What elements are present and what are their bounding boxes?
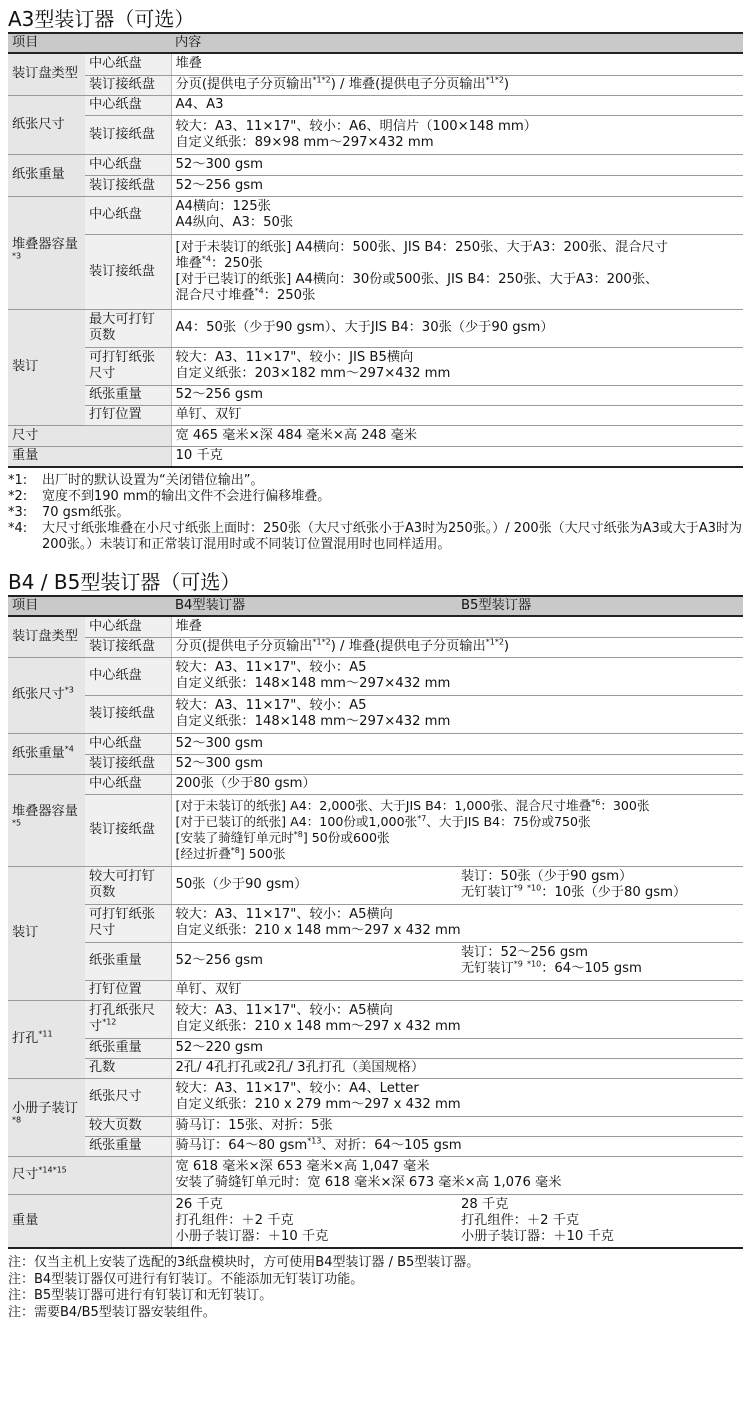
cell-line: 小册子装订器：＋10 千克: [461, 1228, 614, 1244]
cell-line: 26 千克: [175, 1196, 223, 1212]
sub-label: 较大页数: [85, 1116, 171, 1136]
table-row: [8, 754, 743, 774]
table-row: [8, 405, 743, 425]
table-row: [8, 866, 743, 904]
sub-label: 中心纸盘: [85, 196, 171, 234]
row-label: 纸张尺寸$^{*3}$: [8, 657, 85, 733]
sub-label: 较大可打钉页数: [85, 866, 171, 904]
a3-section-title: A3型装订器（可选）: [8, 7, 195, 31]
cell-line: 小册子装订器：＋10 千克: [175, 1228, 329, 1244]
sub-label: 中心纸盘: [85, 616, 171, 637]
cell-value: 分页(提供电子分页输出$^{*1*2}$) / 堆叠(提供电子分页输出$^{*1*2}$): [171, 637, 743, 657]
table-header-row: [8, 596, 743, 616]
sub-label: 中心纸盘: [85, 154, 171, 175]
cell-value: 堆叠: [171, 53, 743, 75]
cell-value: 骑马订：15张、对折：5张: [171, 1116, 743, 1136]
cell-value: 10 千克: [171, 446, 743, 467]
cell-value: 2孔/ 4孔打孔或2孔/ 3孔打孔（美国规格）: [171, 1058, 743, 1078]
cell-line: 宽 618 毫米×深 653 毫米×高 1,047 毫米: [175, 1159, 430, 1174]
cell-value: 骑马订：64～80 gsm$^{*13}$、对折：64～105 gsm: [171, 1136, 743, 1156]
cell-line: [对于已装订的纸张] A4横向：30份或500张、JIS B4：250张、大于A3：200张、: [175, 271, 659, 287]
row-label: 装订盘类型: [8, 53, 85, 95]
table-row: [8, 446, 743, 467]
cell-value: 分页(提供电子分页输出$^{*1*2}$) / 堆叠(提供电子分页输出$^{*1*2}$): [171, 75, 743, 95]
cell-value: 52～256 gsm: [171, 942, 457, 980]
sub-label: 中心纸盘: [85, 53, 171, 75]
sub-label: 装订接纸盘: [85, 794, 171, 866]
a3-spec-table: [8, 32, 743, 468]
note-line: 注：B5型装订器可进行有钉装订和无钉装订。: [8, 1288, 273, 1303]
cell-value: 宽 465 毫米×深 484 毫米×高 248 毫米: [171, 425, 743, 446]
cell-line: 无钉装订$^{*9}$ $^{*10}$：10张（少于80 gsm）: [461, 883, 687, 900]
cell-value: 52～256 gsm: [171, 175, 743, 196]
sub-label: 最大可打钉页数: [85, 309, 171, 347]
cell-line: 打孔组件：＋2 千克: [461, 1212, 580, 1228]
cell-line: 较大：A3、11×17"、较小：A5横向: [175, 907, 393, 922]
header-item: 项目: [8, 33, 171, 53]
table-row: [8, 196, 743, 234]
sub-label: 打钉位置: [85, 980, 171, 1000]
cell-value: 单钉、双钉: [171, 980, 743, 1000]
cell-line: 自定义纸张：89×98 mm～297×432 mm: [175, 134, 434, 150]
sub-label: 纸张重量: [85, 385, 171, 405]
cell-line: 自定义纸张：148×148 mm～297×432 mm: [175, 714, 451, 729]
cell-line: 装订：50张（少于90 gsm）: [461, 869, 633, 884]
cell-line: 较大：A3、11×17"、较小：A5: [175, 698, 367, 713]
cell-line: 堆叠$^{*4}$：250张: [175, 254, 263, 271]
table-row: [8, 115, 743, 154]
sub-label: 中心纸盘: [85, 657, 171, 695]
note-line: 注：需要B4/B5型装订器安装组件。: [8, 1304, 216, 1320]
table-row: [8, 95, 743, 115]
row-label: 堆叠器容量$^{*5}$: [8, 774, 85, 866]
table-row: [8, 175, 743, 196]
table-row: [8, 1058, 743, 1078]
table-row: [8, 385, 743, 405]
cell-line: 较大：A3、11×17"、较小：JIS B5横向: [175, 350, 414, 365]
table-row: [8, 1136, 743, 1156]
cell-line: [经过折叠$^{*8}$] 500张: [175, 845, 286, 861]
cell-line: 自定义纸张：148×148 mm～297×432 mm: [175, 676, 451, 691]
cell-line: [对于已装订的纸张] A4：100份或1,000张$^{*7}$、大于JIS B4：75份或750张: [175, 813, 591, 829]
table-row: [8, 347, 743, 385]
table-row: [8, 1194, 743, 1248]
cell-line: 安装了骑缝钉单元时：宽 618 毫米×深 673 毫米×高 1,076 毫米: [175, 1175, 562, 1190]
cell-line: 较大：A3、11×17"、较小：A5: [175, 660, 367, 675]
table-row: [8, 794, 743, 866]
table-row: [8, 1000, 743, 1038]
cell-line: [对于未装订的纸张] A4横向：500张、JIS B4：250张、大于A3：200张、混合尺寸: [175, 239, 668, 255]
cell-line: 28 千克: [461, 1196, 509, 1212]
table-row: [8, 733, 743, 754]
cell-line: 自定义纸张：210 x 148 mm～297 x 432 mm: [175, 923, 461, 938]
table-row: [8, 425, 743, 446]
table-header-row: [8, 33, 743, 53]
sub-label: 装订接纸盘: [85, 637, 171, 657]
b4b5-section-title: B4 / B5型装订器（可选）: [8, 570, 241, 594]
cell-value: 52～300 gsm: [171, 154, 743, 175]
footnote: *4: 大尺寸纸张堆叠在小尺寸纸张上面时：250张（大尺寸纸张小于A3时为250张。）/ 200张（大尺寸纸张为A3或大于A3时为200张。）未装订和正常装订混用时或不同装订位置混用时也同样适用。: [8, 521, 742, 552]
sub-label: 孔数: [85, 1058, 171, 1078]
cell-line: A4横向：125张: [175, 199, 271, 214]
b4b5-spec-table: [8, 595, 743, 1249]
cell-value: 52～300 gsm: [171, 754, 743, 774]
row-label: 纸张重量$^{*4}$: [8, 733, 85, 774]
row-label: 重量: [8, 1194, 171, 1248]
a3-footnotes: [8, 473, 743, 553]
cell-value: 52～220 gsm: [171, 1038, 743, 1058]
row-label: 装订: [8, 866, 85, 1000]
sub-label: 装订接纸盘: [85, 175, 171, 196]
table-row: [8, 75, 743, 95]
row-label: 纸张重量: [8, 154, 85, 196]
cell-line: 打孔组件：＋2 千克: [175, 1212, 294, 1228]
cell-line: 装订：52～256 gsm: [461, 945, 588, 960]
header-item: 项目: [8, 596, 171, 616]
sub-label: 纸张重量: [85, 942, 171, 980]
sub-label: 中心纸盘: [85, 774, 171, 794]
table-row: [8, 154, 743, 175]
table-row: [8, 942, 743, 980]
row-label: 打孔$^{*11}$: [8, 1000, 85, 1078]
cell-line: 混合尺寸堆叠$^{*4}$：250张: [175, 286, 316, 303]
cell-value: 50张（少于90 gsm）: [171, 866, 457, 904]
note-line: 注：B4型装订器仅可进行有钉装订。不能添加无钉装订功能。: [8, 1271, 364, 1287]
cell-line: 无钉装订$^{*9}$ $^{*10}$：64～105 gsm: [461, 959, 642, 976]
table-row: [8, 637, 743, 657]
cell-line: [安装了骑缝钉单元时$^{*8}$] 50份或600张: [175, 829, 390, 845]
sub-label: 装订接纸盘: [85, 234, 171, 309]
table-row: [8, 234, 743, 309]
table-row: [8, 616, 743, 637]
cell-line: A4纵向、A3：50张: [175, 215, 294, 230]
note-line: 注：仅当主机上安装了选配的3纸盘模块时，方可使用B4型装订器 / B5型装订器。: [8, 1255, 480, 1270]
sub-label: 打钉位置: [85, 405, 171, 425]
cell-line: 较大：A3、11×17"、较小：A6、明信片（100×148 mm）: [175, 118, 537, 134]
row-label: 纸张尺寸: [8, 95, 85, 154]
sub-label: 可打钉纸张尺寸: [85, 347, 171, 385]
cell-line: 自定义纸张：210 x 279 mm～297 x 432 mm: [175, 1097, 461, 1112]
table-row: [8, 1156, 743, 1194]
header-content: 内容: [171, 33, 743, 53]
sub-label: 中心纸盘: [85, 733, 171, 754]
table-row: [8, 1078, 743, 1116]
row-label: 装订盘类型: [8, 616, 85, 657]
table-row: [8, 774, 743, 794]
row-label: 尺寸: [8, 425, 171, 446]
header-b4: B4型装订器: [171, 596, 457, 616]
sub-label: 纸张尺寸: [85, 1078, 171, 1116]
row-label: 装订: [8, 309, 85, 425]
table-row: [8, 53, 743, 75]
row-label: 尺寸$^{*14*15}$: [8, 1156, 171, 1194]
cell-line: [对于未装订的纸张] A4：2,000张、大于JIS B4：1,000张、混合尺寸堆叠$^{*6}$：300张: [175, 797, 650, 813]
table-row: [8, 1038, 743, 1058]
sub-label: 装订接纸盘: [85, 754, 171, 774]
table-row: [8, 309, 743, 347]
sub-label: 装订接纸盘: [85, 695, 171, 733]
cell-line: 较大：A3、11×17"、较小：A4、Letter: [175, 1081, 419, 1096]
cell-value: 52～300 gsm: [171, 733, 743, 754]
table-row: [8, 904, 743, 942]
sub-label: 纸张重量: [85, 1136, 171, 1156]
footnote: *3: 70 gsm纸张。: [8, 505, 130, 520]
table-row: [8, 980, 743, 1000]
row-label: 小册子装订$^{*8}$: [8, 1078, 85, 1156]
cell-value: 单钉、双钉: [171, 405, 743, 425]
cell-value: 堆叠: [171, 616, 743, 637]
b4b5-notes: [8, 1255, 743, 1321]
table-row: [8, 657, 743, 695]
row-label: 堆叠器容量$^{*3}$: [8, 196, 85, 309]
cell-value: A4：50张（少于90 gsm）、大于JIS B4：30张（少于90 gsm）: [171, 309, 743, 347]
footnote: *2: 宽度不到190 mm的输出文件不会进行偏移堆叠。: [8, 489, 331, 504]
sub-label: 装订接纸盘: [85, 115, 171, 154]
table-row: [8, 1116, 743, 1136]
sub-label: 中心纸盘: [85, 95, 171, 115]
row-label: 重量: [8, 446, 171, 467]
cell-value: 200张（少于80 gsm）: [171, 774, 743, 794]
cell-line: 较大：A3、11×17"、较小：A5横向: [175, 1003, 393, 1018]
header-b5: B5型装订器: [457, 596, 743, 616]
footnote: *1: 出厂时的默认设置为“关闭错位输出”。: [8, 473, 264, 488]
cell-line: 自定义纸张：203×182 mm～297×432 mm: [175, 366, 451, 381]
cell-value: A4、A3: [171, 95, 743, 115]
table-row: [8, 695, 743, 733]
sub-label: 装订接纸盘: [85, 75, 171, 95]
cell-line: 自定义纸张：210 x 148 mm～297 x 432 mm: [175, 1019, 461, 1034]
sub-label: 纸张重量: [85, 1038, 171, 1058]
cell-value: 52～256 gsm: [171, 385, 743, 405]
sub-label: 打孔纸张尺寸$^{*12}$: [85, 1000, 171, 1038]
sub-label: 可打钉纸张尺寸: [85, 904, 171, 942]
